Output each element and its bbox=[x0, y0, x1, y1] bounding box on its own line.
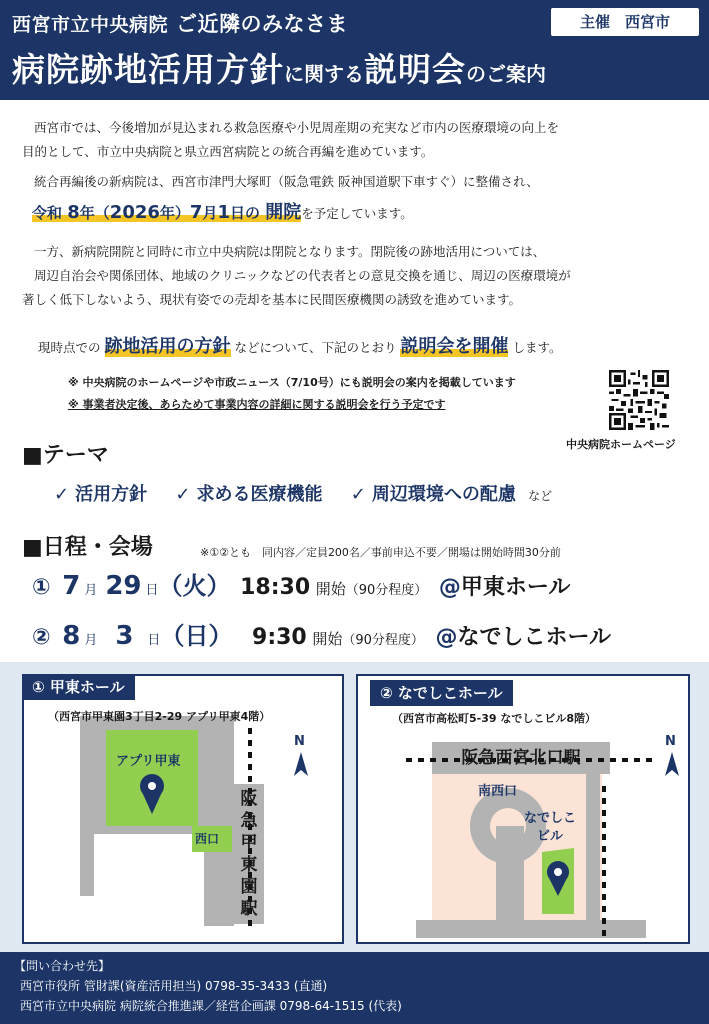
header-audience bbox=[12, 8, 348, 38]
north-arrow-icon bbox=[294, 752, 308, 776]
theme-suffix: など bbox=[528, 489, 553, 503]
road-vertical bbox=[204, 716, 234, 926]
intro-paragraph-2 bbox=[22, 170, 692, 194]
paragraph-line: 統合再編後の新病院は、西宮市津門大塚町（阪急電鉄 阪神国道駅下車すぐ）に整備され、 bbox=[34, 174, 539, 189]
at-mark: @ bbox=[438, 575, 461, 600]
building-label bbox=[524, 810, 576, 846]
qr-code-icon[interactable] bbox=[609, 370, 669, 430]
session-time: 18:30 bbox=[240, 575, 311, 600]
session-venue: なでしこホール bbox=[457, 625, 612, 650]
notes bbox=[68, 372, 516, 416]
station-char: 園 bbox=[240, 877, 258, 897]
theme-item bbox=[54, 484, 147, 505]
station-char: 阪 bbox=[240, 789, 258, 809]
opening-date bbox=[32, 198, 413, 224]
note-homepage: ※ 中央病院のホームページや市政ニュース（7/10号）にも説明会の案内を掲載しています bbox=[68, 376, 516, 389]
road-vertical bbox=[586, 772, 600, 922]
exit-label: 西口 bbox=[195, 832, 220, 846]
contact-line-city: 西宮市役所 管財課(資産活用担当) 0798-35-3433 (直通) bbox=[20, 979, 328, 993]
theme-heading: ■テーマ bbox=[22, 443, 109, 468]
announcement-text: します。 bbox=[512, 340, 562, 355]
building-label-line: ビル bbox=[537, 829, 564, 844]
map-title-2: ② なでしこホール bbox=[370, 680, 513, 706]
at-mark: @ bbox=[435, 625, 458, 650]
building-label: アプリ甲東 bbox=[116, 754, 181, 769]
exit-label: 南西口 bbox=[478, 784, 518, 799]
day-label: 日 bbox=[147, 633, 161, 648]
station-char: 急 bbox=[240, 811, 258, 831]
title-joiner: に関する bbox=[284, 62, 364, 86]
date-month: 7 bbox=[189, 202, 203, 223]
session-month: 8 bbox=[62, 621, 81, 651]
paragraph-line: 一方、新病院開院と同時に市立中央病院は閉院となります。閉院後の跡地活用については、 bbox=[34, 244, 546, 259]
dow-bracket: （ bbox=[158, 572, 183, 600]
hospital-name: 西宮市立中央病院 bbox=[12, 14, 169, 36]
station-char: 駅 bbox=[240, 899, 258, 919]
road-to-roundabout bbox=[496, 826, 524, 922]
date-unit: 日の bbox=[230, 204, 261, 222]
contact-title: 【問い合わせ先】 bbox=[14, 959, 111, 973]
schedule-row-1 bbox=[32, 566, 570, 601]
announcement-text: 現時点での bbox=[38, 340, 101, 355]
session-number: ① bbox=[32, 575, 51, 600]
intro-paragraph-3 bbox=[22, 240, 692, 312]
station-label bbox=[236, 788, 262, 920]
announcement-emphasis: 跡地活用の方針 bbox=[104, 336, 231, 357]
station-char: 東 bbox=[240, 855, 258, 875]
paragraph-line: 周辺自治会や関係団体、地域のクリニックなどの代表者との意見交換を通じ、周辺の医療環境が bbox=[34, 268, 571, 283]
schedule-heading: ■日程・会場 bbox=[22, 535, 153, 560]
audience-text: ご近隣のみなさま bbox=[176, 12, 349, 36]
theme-item bbox=[175, 484, 322, 505]
station-char: 甲 bbox=[240, 833, 258, 853]
checkmark-icon: ✓ bbox=[175, 484, 191, 505]
map-title-1: ① 甲東ホール bbox=[22, 674, 135, 700]
session-day: 3 bbox=[115, 621, 134, 651]
theme-item bbox=[351, 484, 516, 505]
month-label: 月 bbox=[84, 583, 98, 598]
paragraph-line: 西宮市では、今後増加が見込まれる救急医療や小児周産期の充実など市内の医療環境の向上を bbox=[34, 120, 560, 135]
date-day: 1 bbox=[217, 202, 230, 223]
announcement-text: などについて、下記のとおり bbox=[234, 340, 397, 355]
paragraph-line: 著しく低下しないよう、現状有姿での売却を基本に民間医療機関の誘致を進めています。 bbox=[22, 292, 522, 307]
station-label: 阪急西宮北口駅 bbox=[461, 748, 581, 768]
qr-caption: 中央病院ホームページ bbox=[566, 438, 676, 451]
road-vertical bbox=[80, 716, 94, 896]
map-address-2: （西宮市高松町5-39 なでしこビル8階） bbox=[392, 712, 597, 725]
date-unit: 年（ bbox=[79, 204, 110, 222]
contact-line-hospital: 西宮市立中央病院 病院統合推進課／経営企画課 0798-64-1515 (代表) bbox=[20, 999, 402, 1013]
date-western-year: 2026 bbox=[109, 202, 160, 223]
note-future-briefing: ※ 事業者決定後、あらためて事業内容の詳細に関する説明会を行う予定です bbox=[68, 398, 446, 411]
opening-date-highlight bbox=[32, 204, 301, 222]
session-weekday: 火 bbox=[182, 572, 207, 600]
dow-bracket: （ bbox=[160, 622, 185, 650]
date-tail: を予定しています。 bbox=[301, 206, 413, 221]
session-duration: （90分程度） bbox=[342, 633, 424, 648]
schedule-note: ※①②とも 同内容／定員200名／事前申込不要／開場は開始時間30分前 bbox=[200, 546, 561, 559]
title-event: 説明会 bbox=[364, 50, 466, 89]
schedule-row-2 bbox=[32, 616, 611, 651]
dow-bracket: ） bbox=[208, 622, 233, 650]
session-number: ② bbox=[32, 625, 51, 650]
date-unit: 年） bbox=[159, 204, 190, 222]
sponsor-badge: 主催 西宮市 bbox=[551, 8, 699, 36]
theme-label: 周辺環境への配慮 bbox=[371, 484, 516, 505]
day-label: 日 bbox=[145, 583, 159, 598]
start-label: 開始 bbox=[315, 580, 346, 598]
north-label: N bbox=[665, 734, 676, 749]
theme-label: 活用方針 bbox=[75, 484, 148, 505]
north-label: N bbox=[294, 734, 305, 749]
session-month: 7 bbox=[62, 571, 81, 601]
building-label-line: なでしこ bbox=[524, 811, 577, 826]
page-title bbox=[12, 44, 546, 91]
opening-word: 開院 bbox=[265, 202, 302, 223]
map-nadeshiko-hall bbox=[356, 674, 690, 944]
briefing-announcement bbox=[38, 332, 561, 358]
page-header bbox=[0, 0, 709, 100]
checkmark-icon: ✓ bbox=[54, 484, 70, 505]
date-era: 令和 bbox=[32, 204, 63, 222]
contact-footer bbox=[0, 952, 709, 1024]
checkmark-icon: ✓ bbox=[350, 484, 366, 505]
intro-paragraph-1 bbox=[22, 116, 692, 164]
title-suffix: のご案内 bbox=[466, 62, 546, 86]
start-label: 開始 bbox=[312, 630, 343, 648]
road-horizontal bbox=[416, 920, 646, 938]
paragraph-line: 目的として、市立中央病院と県立西宮病院との統合再編を進めています。 bbox=[22, 144, 434, 159]
theme-label: 求める医療機能 bbox=[196, 484, 323, 505]
map-koto-hall bbox=[22, 674, 344, 944]
north-arrow-icon bbox=[665, 752, 679, 776]
date-year: 8 bbox=[67, 202, 80, 223]
session-day: 29 bbox=[105, 571, 142, 601]
title-main: 病院跡地活用方針 bbox=[12, 50, 284, 89]
announcement-emphasis: 説明会を開催 bbox=[400, 336, 509, 357]
session-time: 9:30 bbox=[252, 625, 307, 650]
session-venue: 甲東ホール bbox=[460, 575, 571, 600]
map-address-1: （西宮市甲東園3丁目2-29 アプリ甲東4階） bbox=[48, 710, 271, 723]
date-unit: 月 bbox=[202, 204, 218, 222]
session-weekday: 日 bbox=[184, 622, 209, 650]
session-duration: （90分程度） bbox=[345, 583, 428, 598]
dow-bracket: ） bbox=[206, 572, 231, 600]
month-label: 月 bbox=[84, 633, 98, 648]
theme-list bbox=[54, 480, 552, 506]
